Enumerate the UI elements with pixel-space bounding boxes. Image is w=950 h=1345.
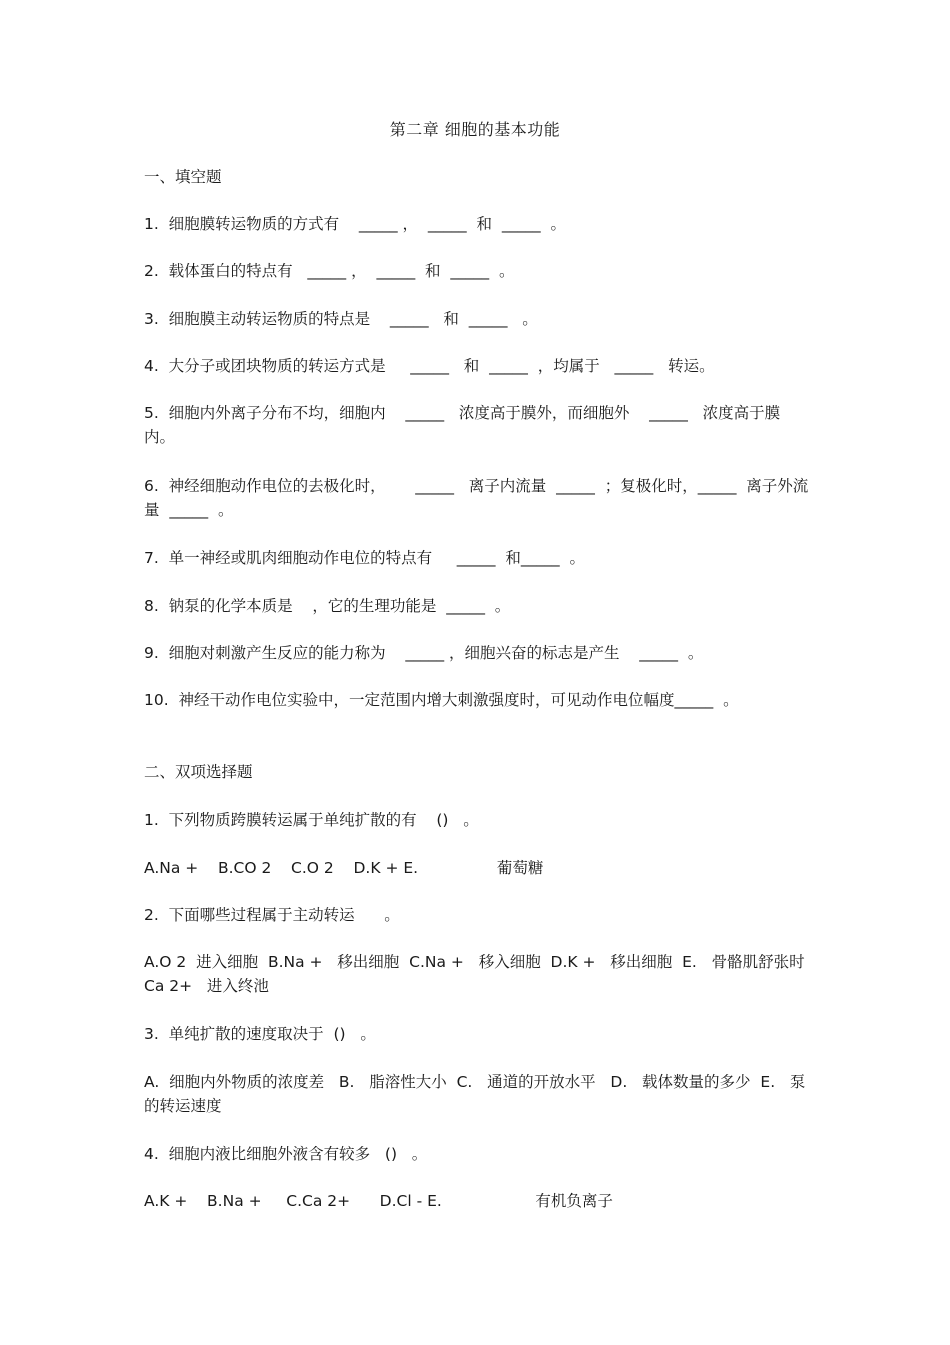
fill-in-question-5: 5. 细胞内外离子分布不均，细胞内 _____ 浓度高于膜外，而细胞外 _____ 浓度高于膜内。 [144, 404, 781, 446]
fill-in-question-4: 4. 大分子或团块物质的转运方式是 _____ 和 _____ ，均属于 _____ 转运。 [144, 357, 715, 375]
chapter-title: 第二章 细胞的基本功能 [389, 120, 561, 139]
fill-in-question-3: 3. 细胞膜主动转运物质的特点是 _____ 和 _____ 。 [144, 310, 538, 328]
fill-in-question-7: 7. 单一神经或肌肉细胞动作电位的特点有 _____ 和_____ 。 [144, 549, 585, 567]
choice-question-1: 1. 下列物质跨膜转运属于单纯扩散的有 () 。 [144, 811, 479, 829]
choice-question-3: 3. 单纯扩散的速度取决于 () 。 [144, 1025, 376, 1043]
choice-options-1: A.Na + B.CO 2 C.O 2 D.K + E. 葡萄糖 [144, 859, 544, 877]
section-heading-choice: 二、双项选择题 [144, 763, 253, 781]
section-heading-fill-in: 一、填空题 [144, 168, 222, 186]
fill-in-question-6: 6. 神经细胞动作电位的去极化时， _____ 离子内流量 _____ ；复极化时，_____ 离子外流量 _____ 。 [144, 477, 809, 519]
fill-in-question-1: 1. 细胞膜转运物质的方式有 _____ ， _____ 和 _____ 。 [144, 215, 566, 233]
fill-in-question-10: 10. 神经干动作电位实验中，一定范围内增大刺激强度时，可见动作电位幅度_____ 。 [144, 691, 739, 709]
choice-options-2: A.O 2 进入细胞 B.Na + 移出细胞 C.Na + 移入细胞 D.K + 移出细胞 E. 骨骼肌舒张时 Ca 2+ 进入终池 [144, 953, 815, 995]
fill-in-question-9: 9. 细胞对刺激产生反应的能力称为 _____ ，细胞兴奋的标志是产生 _____ 。 [144, 644, 704, 662]
choice-options-4: A.K + B.Na + C.Ca 2+ D.Cl - E. 有机负离子 [144, 1192, 613, 1210]
fill-in-question-2: 2. 载体蛋白的特点有 _____ ， _____ 和 _____ 。 [144, 262, 515, 280]
choice-options-3: A. 细胞内外物质的浓度差 B. 脂溶性大小 C. 通道的开放水平 D. 载体数量的多少 E. 泵的转运速度 [144, 1073, 806, 1115]
fill-in-question-8: 8. 钠泵的化学本质是 ，它的生理功能是 _____ 。 [144, 597, 511, 615]
choice-question-2: 2. 下面哪些过程属于主动转运 。 [144, 906, 400, 924]
choice-question-4: 4. 细胞内液比细胞外液含有较多 () 。 [144, 1145, 428, 1163]
